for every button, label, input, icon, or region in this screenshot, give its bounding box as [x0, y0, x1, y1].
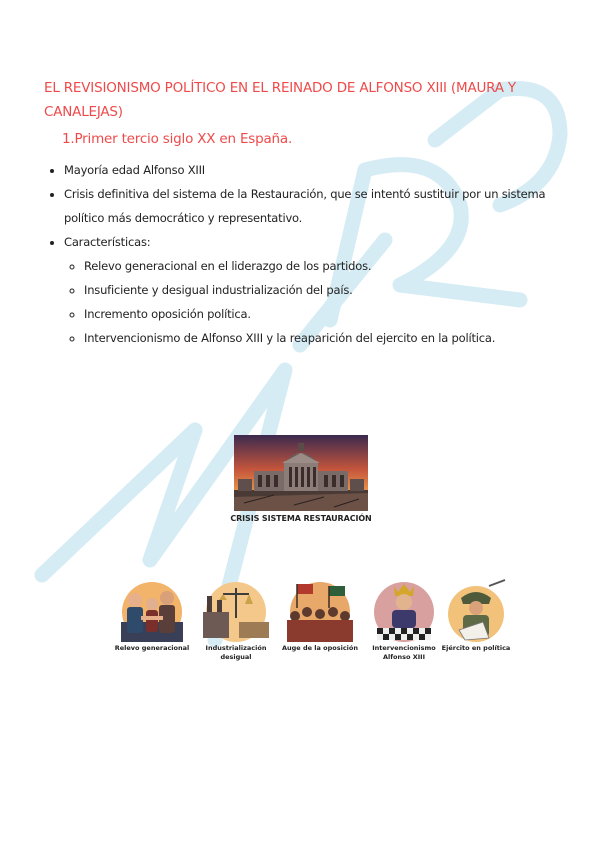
sub-bullet-item: ◦ Intervencionismo de Alfonso XIII y la reaparición del ejercito en la política.: [84, 326, 579, 350]
king-chess-illustration: [367, 578, 441, 642]
strip-caption: Ejército en política: [441, 644, 511, 652]
sub-bullet-item: ◦ Insuficiente y desigual industrialización del país.: [84, 278, 579, 302]
politicians-handshake-illustration: [115, 578, 189, 642]
crisis-figure-caption: CRISIS SISTEMA RESTAURACIÓN: [230, 514, 372, 523]
strip-item: [364, 578, 444, 662]
parliament-building-illustration: [234, 435, 368, 511]
sub-bullet-list: [64, 254, 579, 350]
sub-bullet-item: ◦ Incremento oposición política.: [84, 302, 579, 326]
strip-item: [112, 578, 192, 653]
strip-item: [436, 578, 516, 653]
bullet-list: [48, 158, 579, 350]
strip-caption: Auge de la oposición: [281, 644, 359, 652]
soldier-illustration: [439, 578, 513, 642]
bullet-item: [64, 230, 579, 350]
protest-crowd-illustration: [283, 578, 357, 642]
document-title: EL REVISIONISMO POLÍTICO EN EL REINADO DE ALFONSO XIII (MAURA Y CANALEJAS): [44, 80, 516, 120]
crisis-figure: [226, 435, 376, 523]
strip-caption: Intervencionismo Alfonso XIII: [372, 644, 436, 661]
factory-scale-illustration: [199, 578, 273, 642]
bullet-item-label: Características:: [64, 235, 151, 249]
strip-item: [280, 578, 360, 653]
section-heading: 1.Primer tercio siglo XX en España.: [62, 131, 293, 147]
bullet-item: • Mayoría edad Alfonso XIII: [64, 158, 579, 182]
strip-caption: Relevo generacional: [114, 644, 190, 652]
strip-caption: Industrialización desigual: [205, 644, 267, 661]
bullet-item: • Crisis definitiva del sistema de la Restauración, que se intentó sustituir por un sistema político más democrático y representativo.: [64, 182, 579, 230]
strip-item: [196, 578, 276, 662]
sub-bullet-item: ◦ Relevo generacional en el liderazgo de los partidos.: [84, 254, 579, 278]
